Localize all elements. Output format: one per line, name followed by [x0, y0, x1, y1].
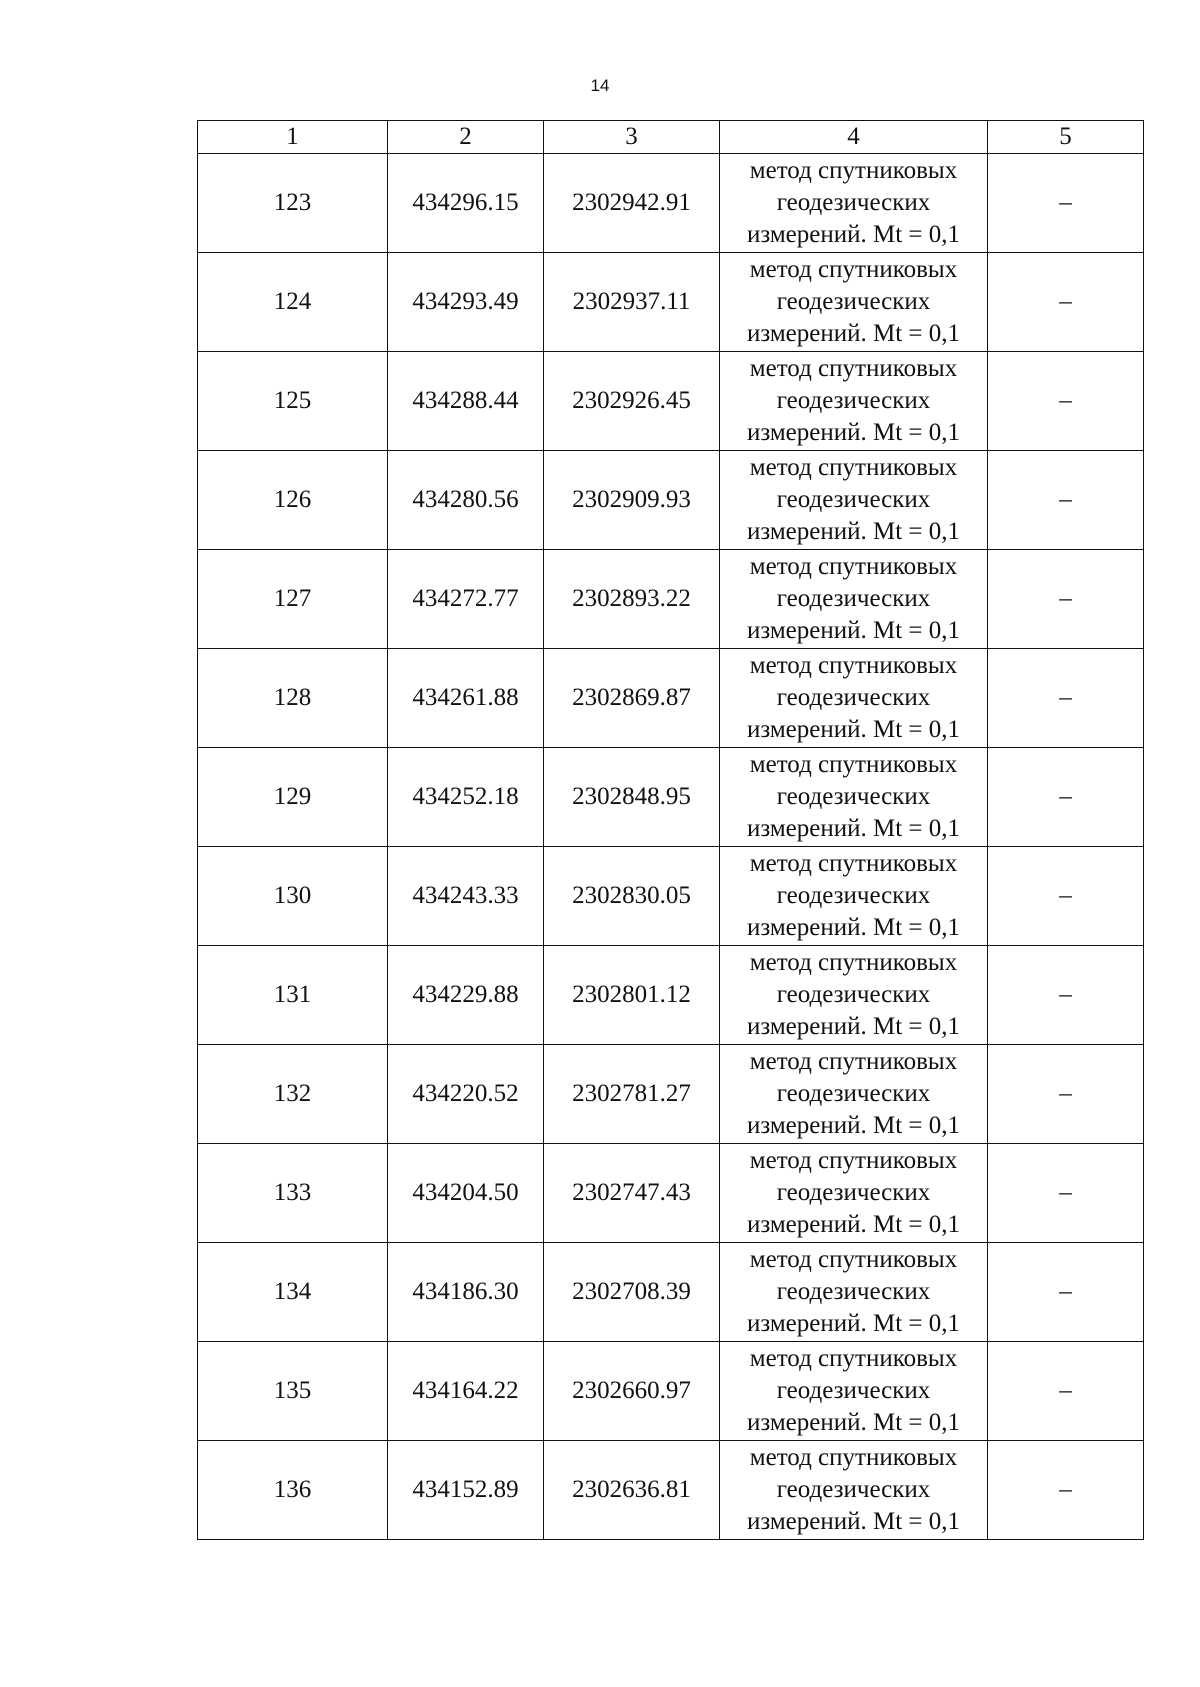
method-text-line: геодезических [776, 387, 931, 414]
method-text-line: метод спутниковых [749, 1444, 958, 1471]
table-row [198, 352, 1144, 451]
note-cell: – [988, 253, 1144, 352]
method-cell [720, 253, 988, 352]
header-cell: 2 [388, 121, 544, 154]
point-number-cell: 130 [198, 847, 388, 946]
method-text-line: измерений. Mt = 0,1 [746, 320, 961, 347]
point-number-cell: 132 [198, 1045, 388, 1144]
method-text-line: геодезических [776, 684, 931, 711]
x-coordinate-cell: 434229.88 [388, 946, 544, 1045]
x-coordinate-cell: 434293.49 [388, 253, 544, 352]
y-coordinate-cell: 2302848.95 [544, 748, 720, 847]
y-coordinate-cell: 2302937.11 [544, 253, 720, 352]
y-coordinate-cell: 2302801.12 [544, 946, 720, 1045]
method-text-line: метод спутниковых [749, 1345, 958, 1372]
y-coordinate-cell: 2302869.87 [544, 649, 720, 748]
table-row [198, 1144, 1144, 1243]
method-cell [720, 1144, 988, 1243]
y-coordinate-cell: 2302926.45 [544, 352, 720, 451]
point-number-cell: 124 [198, 253, 388, 352]
method-text-line: геодезических [776, 783, 931, 810]
method-text-line: измерений. Mt = 0,1 [746, 221, 961, 248]
y-coordinate-cell: 2302942.91 [544, 154, 720, 253]
note-cell: – [988, 847, 1144, 946]
method-cell [720, 649, 988, 748]
method-cell [720, 550, 988, 649]
method-text-line: измерений. Mt = 0,1 [746, 815, 961, 842]
header-cell: 3 [544, 121, 720, 154]
method-cell [720, 946, 988, 1045]
table-row [198, 847, 1144, 946]
point-number-cell: 123 [198, 154, 388, 253]
method-text-line: геодезических [776, 981, 931, 1008]
method-cell [720, 154, 988, 253]
method-cell [720, 451, 988, 550]
point-number-cell: 131 [198, 946, 388, 1045]
method-text-line: метод спутниковых [749, 355, 958, 382]
method-text-line: метод спутниковых [749, 652, 958, 679]
method-text-line: метод спутниковых [749, 157, 958, 184]
method-text-line: геодезических [776, 486, 931, 513]
note-cell: – [988, 154, 1144, 253]
point-number-cell: 135 [198, 1342, 388, 1441]
x-coordinate-cell: 434152.89 [388, 1441, 544, 1540]
method-text-line: измерений. Mt = 0,1 [746, 1013, 961, 1040]
method-text-line: геодезических [776, 1476, 931, 1503]
method-text-line: геодезических [776, 1080, 931, 1107]
point-number-cell: 134 [198, 1243, 388, 1342]
method-text-line: геодезических [776, 585, 931, 612]
method-text-line: геодезических [776, 189, 931, 216]
method-text-line: метод спутниковых [749, 1048, 958, 1075]
header-cell: 1 [198, 121, 388, 154]
coordinates-table [197, 120, 1144, 1540]
x-coordinate-cell: 434204.50 [388, 1144, 544, 1243]
method-text-line: метод спутниковых [749, 949, 958, 976]
table-row [198, 253, 1144, 352]
y-coordinate-cell: 2302636.81 [544, 1441, 720, 1540]
note-cell: – [988, 649, 1144, 748]
table-row [198, 1243, 1144, 1342]
y-coordinate-cell: 2302747.43 [544, 1144, 720, 1243]
method-text-line: геодезических [776, 288, 931, 315]
point-number-cell: 136 [198, 1441, 388, 1540]
table-row [198, 1045, 1144, 1144]
note-cell: – [988, 946, 1144, 1045]
method-cell [720, 748, 988, 847]
point-number-cell: 129 [198, 748, 388, 847]
point-number-cell: 126 [198, 451, 388, 550]
method-text-line: измерений. Mt = 0,1 [746, 1211, 961, 1238]
method-text-line: метод спутниковых [749, 454, 958, 481]
x-coordinate-cell: 434280.56 [388, 451, 544, 550]
method-text-line: метод спутниковых [749, 751, 958, 778]
method-text-line: метод спутниковых [749, 1147, 958, 1174]
method-text-line: измерений. Mt = 0,1 [746, 617, 961, 644]
x-coordinate-cell: 434243.33 [388, 847, 544, 946]
method-text-line: измерений. Mt = 0,1 [746, 914, 961, 941]
method-text-line: метод спутниковых [749, 553, 958, 580]
note-cell: – [988, 1045, 1144, 1144]
table-row [198, 946, 1144, 1045]
method-text-line: измерений. Mt = 0,1 [746, 1409, 961, 1436]
method-text-line: метод спутниковых [749, 256, 958, 283]
note-cell: – [988, 748, 1144, 847]
method-text-line: метод спутниковых [749, 1246, 958, 1273]
note-cell: – [988, 1243, 1144, 1342]
method-cell [720, 847, 988, 946]
header-cell: 4 [720, 121, 988, 154]
x-coordinate-cell: 434261.88 [388, 649, 544, 748]
table-row [198, 1342, 1144, 1441]
note-cell: – [988, 1441, 1144, 1540]
table-row [198, 154, 1144, 253]
x-coordinate-cell: 434296.15 [388, 154, 544, 253]
note-cell: – [988, 1342, 1144, 1441]
note-cell: – [988, 1144, 1144, 1243]
table-row [198, 550, 1144, 649]
x-coordinate-cell: 434164.22 [388, 1342, 544, 1441]
method-cell [720, 1441, 988, 1540]
page-number: 14 [590, 76, 610, 95]
method-text-line: геодезических [776, 1179, 931, 1206]
y-coordinate-cell: 2302708.39 [544, 1243, 720, 1342]
x-coordinate-cell: 434288.44 [388, 352, 544, 451]
y-coordinate-cell: 2302830.05 [544, 847, 720, 946]
x-coordinate-cell: 434220.52 [388, 1045, 544, 1144]
note-cell: – [988, 550, 1144, 649]
method-cell [720, 1045, 988, 1144]
method-text-line: метод спутниковых [749, 850, 958, 877]
table-row [198, 748, 1144, 847]
method-cell [720, 1243, 988, 1342]
method-text-line: измерений. Mt = 0,1 [746, 1508, 961, 1535]
table-row [198, 1441, 1144, 1540]
method-text-line: геодезических [776, 882, 931, 909]
note-cell: – [988, 352, 1144, 451]
point-number-cell: 125 [198, 352, 388, 451]
method-text-line: измерений. Mt = 0,1 [746, 1310, 961, 1337]
table-row [198, 451, 1144, 550]
table-header-row [198, 121, 1144, 154]
x-coordinate-cell: 434252.18 [388, 748, 544, 847]
method-text-line: измерений. Mt = 0,1 [746, 518, 961, 545]
point-number-cell: 128 [198, 649, 388, 748]
point-number-cell: 133 [198, 1144, 388, 1243]
point-number-cell: 127 [198, 550, 388, 649]
method-text-line: измерений. Mt = 0,1 [746, 419, 961, 446]
y-coordinate-cell: 2302909.93 [544, 451, 720, 550]
method-cell [720, 352, 988, 451]
y-coordinate-cell: 2302660.97 [544, 1342, 720, 1441]
coordinates-table-body [198, 121, 1144, 1540]
method-text-line: геодезических [776, 1377, 931, 1404]
method-cell [720, 1342, 988, 1441]
table-row [198, 649, 1144, 748]
y-coordinate-cell: 2302781.27 [544, 1045, 720, 1144]
y-coordinate-cell: 2302893.22 [544, 550, 720, 649]
x-coordinate-cell: 434272.77 [388, 550, 544, 649]
method-text-line: измерений. Mt = 0,1 [746, 716, 961, 743]
method-text-line: измерений. Mt = 0,1 [746, 1112, 961, 1139]
note-cell: – [988, 451, 1144, 550]
header-cell: 5 [988, 121, 1144, 154]
method-text-line: геодезических [776, 1278, 931, 1305]
x-coordinate-cell: 434186.30 [388, 1243, 544, 1342]
